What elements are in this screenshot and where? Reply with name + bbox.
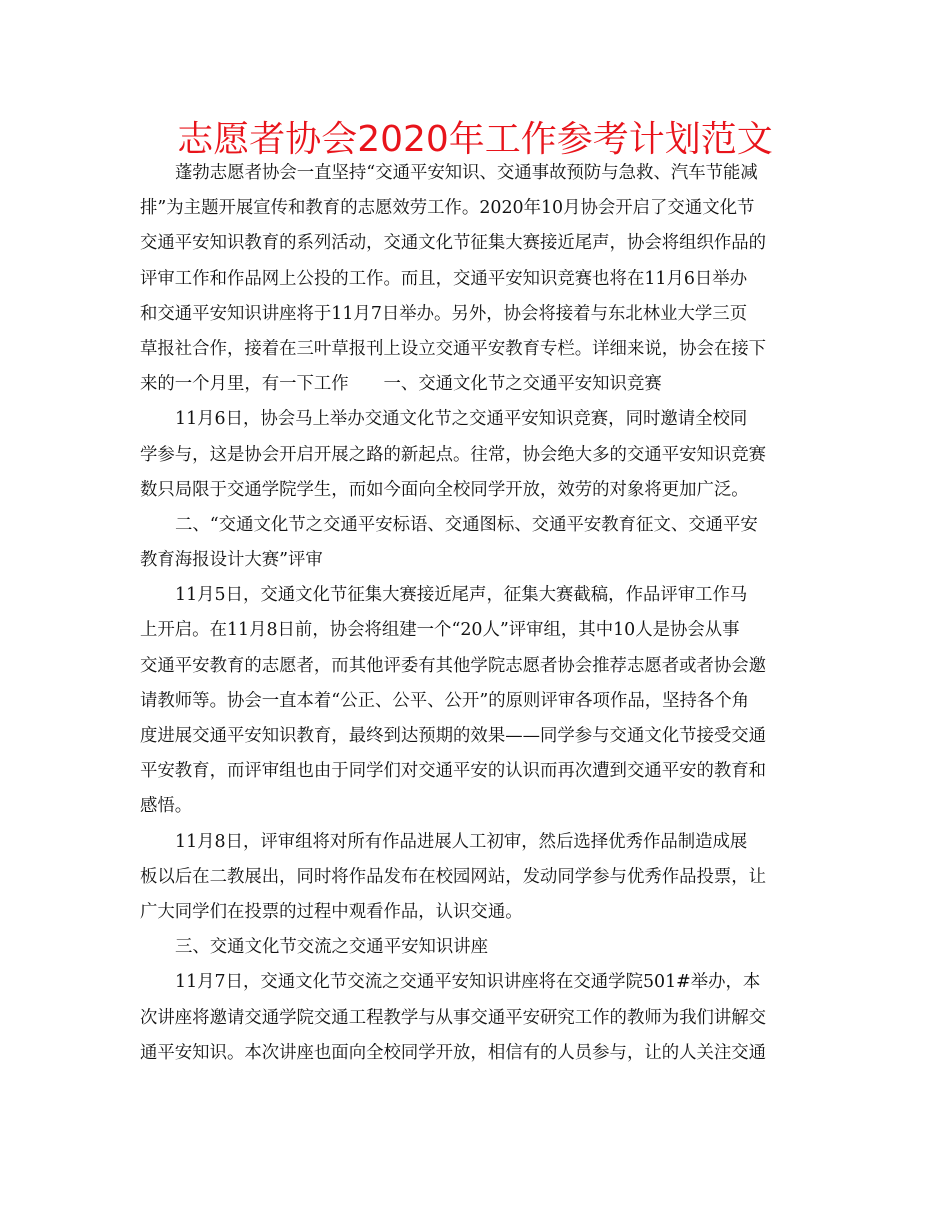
section-heading-line: 三、交通文化节交流之交通平安知识讲座 [175,937,489,958]
section-heading-line: 二、“交通文化节之交通平安标语、交通图标、交通平安教育征文、交通平安 [175,514,758,535]
section-heading-line: 教育海报设计大赛”评审 [140,550,323,571]
paragraph-line: 11月7日，交通文化节交流之交通平安知识讲座将在交通学院501#举办，本 [175,972,761,993]
paragraph-line: 次讲座将邀请交通学院交通工程教学与从事交通平安研究工作的教师为我们讲解交 [140,1007,767,1028]
paragraph-line: 评审工作和作品网上公投的工作。而且，交通平安知识竞赛也将在11月6日举办 [140,268,748,289]
paragraph-line: 广大同学们在投票的过程中观看作品，认识交通。 [140,901,523,922]
paragraph-line: 11月6日，协会马上举办交通文化节之交通平安知识竞赛，同时邀请全校同 [175,409,748,430]
paragraph-line: 蓬勃志愿者协会一直坚持“交通平安知识、交通事故预防与急救、汽车节能减 [175,163,758,183]
paragraph-line: 通平安知识。本次讲座也面向全校同学开放，相信有的人员参与，让的人关注交通 [140,1042,767,1063]
paragraph-line: 排”为主题开展宣传和教育的志愿效劳工作。2020年10月协会开启了交通文化节 [140,198,755,219]
paragraph-line: 学参与，这是协会开启开展之路的新起点。往常，协会绝大多的交通平安知识竞赛 [140,444,767,465]
paragraph-line: 平安教育，而评审组也由于同学们对交通平安的认识而再次遭到交通平安的教育和 [140,761,767,782]
paragraph-line: 请教师等。协会一直本着“公正、公平、公开”的原则评审各项作品，坚持各个角 [140,690,750,711]
paragraph-line: 来的一个月里，有一下工作 一、交通文化节之交通平安知识竞赛 [140,374,662,395]
document-body [140,156,812,1071]
paragraph-line: 和交通平安知识讲座将于11月7日举办。另外，协会将接着与东北林业大学三页 [140,303,748,324]
paragraph-line: 板以后在二教展出，同时将作品发布在校园网站，发动同学参与优秀作品投票，让 [140,866,767,887]
paragraph-line: 感悟。 [140,796,193,817]
paragraph-line: 上开启。在11月8日前，协会将组建一个“20人”评审组，其中10人是协会从事 [140,620,740,641]
paragraph-line: 数只局限于交通学院学生，而如今面向全校同学开放，效劳的对象将更加广泛。 [140,479,749,500]
paragraph-line: 交通平安教育的志愿者，而其他评委有其他学院志愿者协会推荐志愿者或者协会邀 [140,655,767,676]
document-title: 志愿者协会2020年工作参考计划范文 [177,119,773,160]
paragraph-line: 度进展交通平安知识教育，最终到达预期的效果——同学参与交通文化节接受交通 [140,726,767,746]
paragraph-line: 11月5日，交通文化节征集大赛接近尾声，征集大赛截稿，作品评审工作马 [175,585,748,606]
paragraph-line: 交通平安知识教育的系列活动，交通文化节征集大赛接近尾声，协会将组织作品的 [140,233,767,254]
paragraph-line: 草报社合作，接着在三叶草报刊上设立交通平安教育专栏。详细来说，协会在接下 [140,338,767,359]
paragraph-line: 11月8日，评审组将对所有作品进展人工初审，然后选择优秀作品制造成展 [175,831,748,852]
